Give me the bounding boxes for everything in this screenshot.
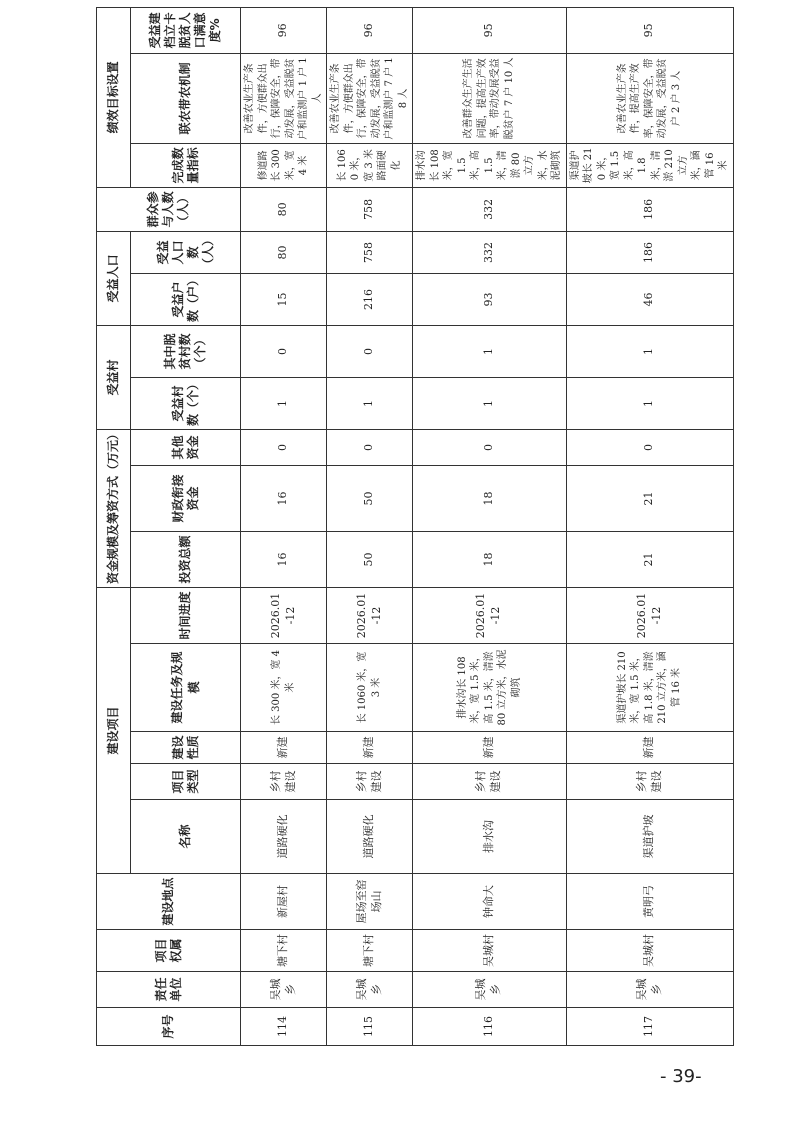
cell-people: 758	[327, 231, 413, 273]
cell-households: 216	[327, 273, 413, 325]
cell-households: 15	[241, 273, 327, 325]
cell-unit: 吴城乡	[566, 972, 733, 1008]
header-task: 建设任务及规模	[131, 644, 241, 732]
cell-seq: 114	[241, 1008, 327, 1046]
header-owner: 项目权属	[97, 930, 241, 972]
cell-fiscal: 16	[241, 465, 327, 531]
rotated-table-container	[96, 12, 729, 1046]
table-body	[241, 7, 734, 1045]
cell-quantity: 长 1060 米，宽 3 米路面硬化	[327, 143, 413, 187]
group-target: 绩效目标设置	[97, 7, 131, 187]
cell-participants: 186	[566, 187, 733, 231]
cell-type: 乡村建设	[413, 764, 567, 800]
cell-total: 50	[327, 531, 413, 587]
group-population: 受益人口	[97, 231, 131, 325]
cell-fiscal: 21	[566, 465, 733, 531]
cell-schedule: 2026.01-12	[241, 587, 327, 643]
cell-other: 0	[566, 429, 733, 465]
cell-mechanism: 改善群众生产生活问题，提高生产效率，带动发展受益脱贫户 7 户 10 人	[413, 53, 567, 143]
cell-participants: 80	[241, 187, 327, 231]
header-quantity: 完成数量指标	[131, 143, 241, 187]
header-other: 其他资金	[131, 429, 241, 465]
cell-vil-count: 1	[413, 377, 567, 429]
group-village: 受益村	[97, 325, 131, 429]
header-location: 建设地点	[97, 874, 241, 930]
header-participants: 群众参与人数（人）	[97, 187, 241, 231]
cell-schedule: 2026.01-12	[413, 587, 567, 643]
group-funding: 资金规模及筹资方式（万元）	[97, 429, 131, 587]
cell-seq: 116	[413, 1008, 567, 1046]
cell-nature: 新建	[566, 732, 733, 764]
cell-other: 0	[413, 429, 567, 465]
cell-people: 186	[566, 231, 733, 273]
cell-poor-vil: 0	[327, 325, 413, 377]
header-people: 受益人口数（人）	[131, 231, 241, 273]
cell-people: 332	[413, 231, 567, 273]
project-table	[96, 7, 734, 1046]
cell-poor-vil: 0	[241, 325, 327, 377]
cell-type: 乡村建设	[566, 764, 733, 800]
cell-satisfaction: 96	[327, 7, 413, 53]
cell-owner: 吴城村	[413, 930, 567, 972]
cell-location: 屋场至窑场山	[327, 874, 413, 930]
project-table-area	[96, 12, 729, 1046]
table-row	[566, 7, 733, 1045]
header-vil-count: 受益村数（个）	[131, 377, 241, 429]
cell-name: 排水沟	[413, 800, 567, 874]
header-fiscal: 财政衔接资金	[131, 465, 241, 531]
cell-name: 道路硬化	[241, 800, 327, 874]
cell-task: 长 1060 米，宽 3 米	[327, 644, 413, 732]
cell-type: 乡村建设	[241, 764, 327, 800]
cell-vil-count: 1	[327, 377, 413, 429]
cell-participants: 758	[327, 187, 413, 231]
cell-total: 18	[413, 531, 567, 587]
cell-mechanism: 改善农业生产条件，方便群众出行，保障安全，带动发展，受益脱贫户和监测户 1 户 1 人	[241, 53, 327, 143]
header-poor-vil: 其中脱贫村数（个）	[131, 325, 241, 377]
header-satisfaction: 受益建档立卡脱贫人口满意度%	[131, 7, 241, 53]
cell-satisfaction: 95	[413, 7, 567, 53]
cell-name: 渠道护坡	[566, 800, 733, 874]
table-row	[327, 7, 413, 1045]
header-unit: 责任单位	[97, 972, 241, 1008]
cell-poor-vil: 1	[566, 325, 733, 377]
cell-households: 46	[566, 273, 733, 325]
cell-owner: 塘下村	[241, 930, 327, 972]
header-nature: 建设性质	[131, 732, 241, 764]
cell-task: 渠道护坡长 210 米，宽 1.5 米，高 1.8 米，清淤 210 立方米，涵管 16 米	[566, 644, 733, 732]
cell-schedule: 2026.01-12	[566, 587, 733, 643]
cell-vil-count: 1	[241, 377, 327, 429]
cell-fiscal: 18	[413, 465, 567, 531]
cell-total: 16	[241, 531, 327, 587]
cell-unit: 吴城乡	[327, 972, 413, 1008]
header-households: 受益户数（户）	[131, 273, 241, 325]
cell-nature: 新建	[327, 732, 413, 764]
cell-mechanism: 改善农业生产条件，提高生产效率，保障安全，带动发展，受益脱贫户 2 户 3 人	[566, 53, 733, 143]
cell-households: 93	[413, 273, 567, 325]
cell-nature: 新建	[241, 732, 327, 764]
cell-participants: 332	[413, 187, 567, 231]
cell-other: 0	[327, 429, 413, 465]
cell-owner: 吴城村	[566, 930, 733, 972]
cell-type: 乡村建设	[327, 764, 413, 800]
cell-vil-count: 1	[566, 377, 733, 429]
cell-quantity: 排水沟长 108 米，宽 1.5 米，高 1.5 米，清淤 80 立方米，水泥砌筑	[413, 143, 567, 187]
cell-task: 排水沟长 108 米，宽 1.5 米，高 1.5 米，清淤 80 立方米，水泥砌筑	[413, 644, 567, 732]
cell-location: 黄明弓	[566, 874, 733, 930]
header-group-row	[97, 7, 131, 1045]
header-name: 名称	[131, 800, 241, 874]
cell-unit: 吴城乡	[241, 972, 327, 1008]
cell-seq: 117	[566, 1008, 733, 1046]
cell-location: 钟命大	[413, 874, 567, 930]
cell-location: 新屋村	[241, 874, 327, 930]
cell-schedule: 2026.01-12	[327, 587, 413, 643]
cell-mechanism: 改善农业生产条件，方便群众出行，保障安全，带动发展，受益脱贫户和监测户 7 户 18 人	[327, 53, 413, 143]
group-construction: 建设项目	[97, 587, 131, 873]
cell-total: 21	[566, 531, 733, 587]
header-schedule: 时间进度	[131, 587, 241, 643]
cell-poor-vil: 1	[413, 325, 567, 377]
cell-quantity: 渠道护坡长 210 米，宽 1.5 米，高 1.8 米，清淤 210 立方米，涵管 16 米	[566, 143, 733, 187]
cell-unit: 吴城乡	[413, 972, 567, 1008]
cell-satisfaction: 96	[241, 7, 327, 53]
header-seq: 序号	[97, 1008, 241, 1046]
cell-satisfaction: 95	[566, 7, 733, 53]
cell-other: 0	[241, 429, 327, 465]
header-type: 项目类型	[131, 764, 241, 800]
header-mechanism: 联农带农机制	[131, 53, 241, 143]
cell-owner: 塘下村	[327, 930, 413, 972]
cell-task: 长 300 米，宽 4 米	[241, 644, 327, 732]
cell-nature: 新建	[413, 732, 567, 764]
page-number: - 39-	[660, 1066, 702, 1087]
cell-seq: 115	[327, 1008, 413, 1046]
header-total: 投资总额	[131, 531, 241, 587]
table-row	[413, 7, 567, 1045]
table-row	[241, 7, 327, 1045]
cell-quantity: 修道路长 300 米，宽 4 米	[241, 143, 327, 187]
cell-fiscal: 50	[327, 465, 413, 531]
cell-people: 80	[241, 231, 327, 273]
cell-name: 道路硬化	[327, 800, 413, 874]
